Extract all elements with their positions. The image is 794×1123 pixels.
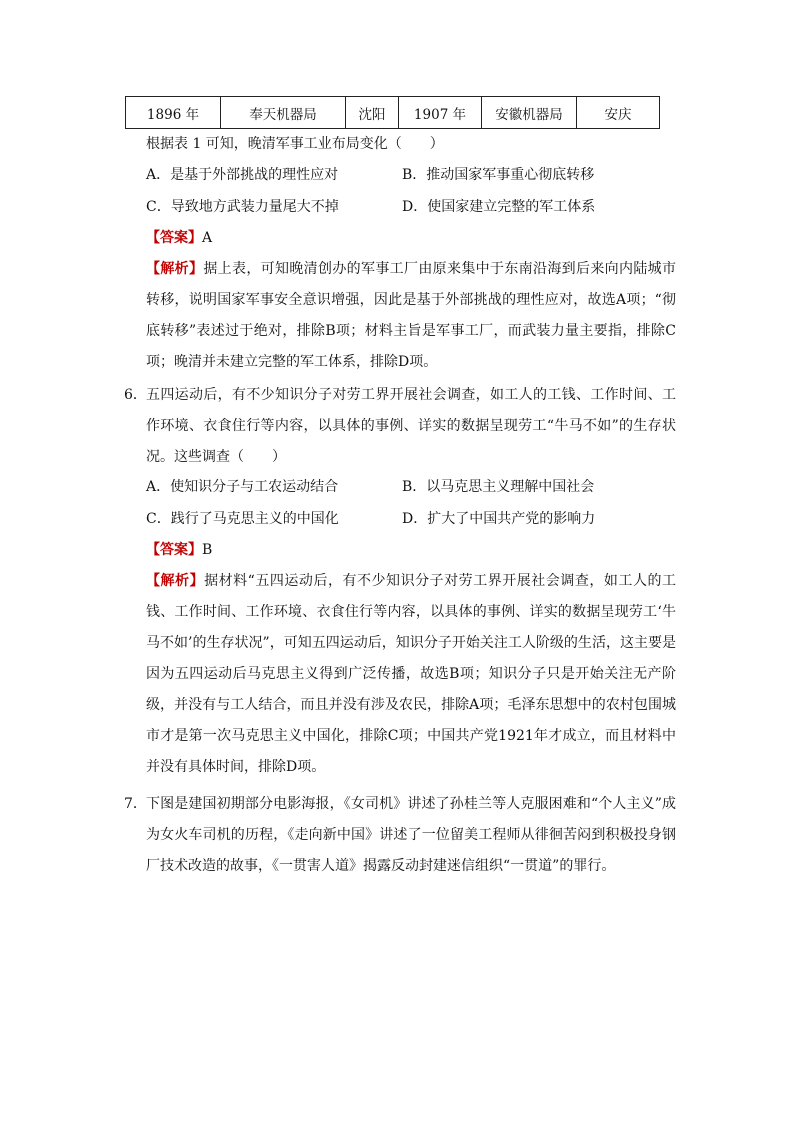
table-cell: 1896 年 bbox=[126, 97, 221, 129]
q6-stem: 五四运动后，有不少知识分子对劳工界开展社会调查，如工人的工钱、工作时间、工作环境、衣食住行等内容，以具体的事例、详实的数据呈现劳工“牛马不如”的生存状况。这些调查（ ） bbox=[146, 387, 676, 465]
q5-option-b: B．推动国家军事重心彻底转移 bbox=[402, 167, 595, 183]
table-cell: 奉天机器局 bbox=[221, 97, 346, 129]
q6-number: 6． bbox=[124, 387, 147, 403]
q6-option-b: B．以马克思主义理解中国社会 bbox=[402, 479, 595, 495]
q7-stem: 下图是建国初期部分电影海报，《女司机》讲述了孙桂兰等人克服困难和“个人主义”成为女火车司机的历程，《走向新中国》讲述了一位留美工程师从徘徊苦闷到积极投身钢厂技术改造的故事，《一贯害人道》揭露反动封建迷信组织“一贯道”的罪行。 bbox=[146, 796, 676, 874]
q6-analysis bbox=[146, 566, 676, 783]
q5-stem: 根据表 1 可知，晚清军事工业布局变化（ ） bbox=[146, 136, 444, 152]
analysis-text: 据上表，可知晚清创办的军事工厂由原来集中于东南沿海到后来向内陆城市转移，说明国家军事安全意识增强，因此是基于外部挑战的理性应对，故选A项；“彻底转移”表述过于绝对，排除B项；材料主旨是军事工厂，而武装力量主要指，排除C项；晚清并未建立完整的军工体系，排除D项。 bbox=[146, 261, 677, 370]
q7-number: 7． bbox=[124, 796, 147, 812]
q5-answer bbox=[146, 228, 212, 248]
answer-value: A bbox=[202, 230, 213, 246]
answer-tag: 【答案】 bbox=[146, 230, 202, 246]
answer-value: B bbox=[202, 542, 213, 558]
analysis-tag: 【解析】 bbox=[146, 261, 204, 277]
q5-option-a: A．是基于外部挑战的理性应对 bbox=[146, 167, 339, 183]
table-cell: 安徽机器局 bbox=[482, 97, 577, 129]
q6-answer bbox=[146, 540, 212, 560]
analysis-text: 据材料“五四运动后，有不少知识分子对劳工界开展社会调查，如工人的工钱、工作时间、工作环境、衣食住行等内容，以具体的事例、详实的数据呈现劳工‘牛马不如’的生存状况”，可知五四运动后，知识分子开始关注工人阶级的生活，这主要是因为五四运动后马克思主义得到广泛传播，故选B项；知识分子只是开始关注无产阶级，并没有与工人结合，而且并没有涉及农民，排除A项；毛泽东思想中的农村包围城市才是第一次马克思主义中国化，排除C项；中国共产党1921年才成立，而且材料中并没有具体时间，排除D项。 bbox=[146, 573, 676, 775]
table-cell: 安庆 bbox=[577, 97, 660, 129]
analysis-tag: 【解析】 bbox=[146, 573, 205, 589]
factory-table bbox=[125, 96, 660, 129]
answer-tag: 【答案】 bbox=[146, 542, 202, 558]
q5-option-c: C．导致地方武装力量尾大不掉 bbox=[146, 199, 339, 215]
q5-option-d: D．使国家建立完整的军工体系 bbox=[402, 199, 596, 215]
table-cell: 1907 年 bbox=[399, 97, 482, 129]
table-row bbox=[126, 97, 660, 129]
q5-analysis bbox=[146, 254, 676, 378]
q6-option-a: A．使知识分子与工农运动结合 bbox=[146, 479, 339, 495]
q6-option-d: D．扩大了中国共产党的影响力 bbox=[402, 511, 596, 527]
table-cell: 沈阳 bbox=[346, 97, 399, 129]
q6-option-c: C．践行了马克思主义的中国化 bbox=[146, 511, 339, 527]
